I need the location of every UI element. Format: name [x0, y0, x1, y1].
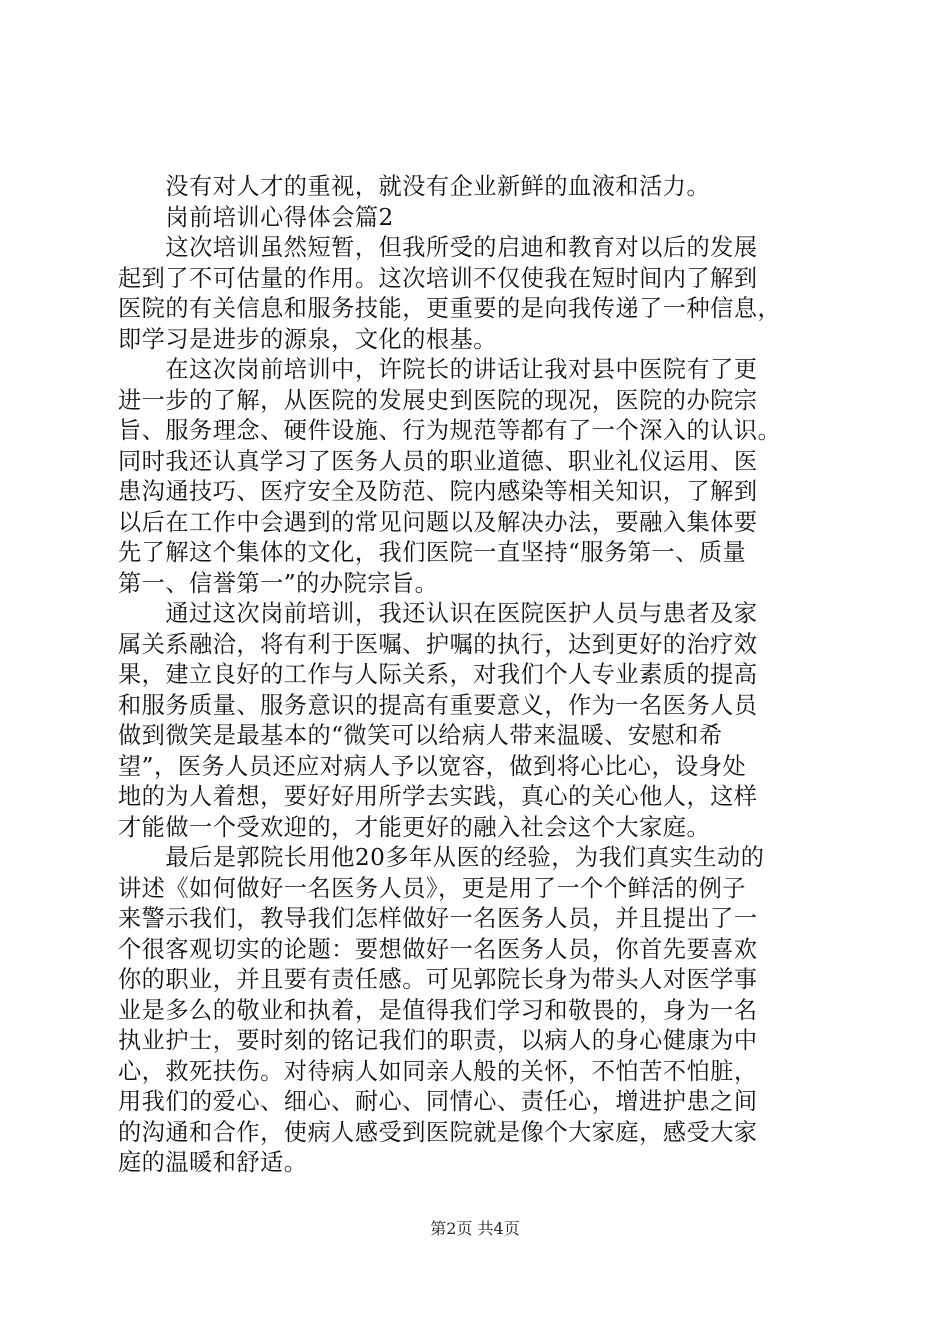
text-line: 进一步的了解，从医院的发展史到医院的现况，医院的办院宗	[118, 386, 758, 414]
text-line: 用我们的爱心、细心、耐心、同情心、责任心，增进护患之间	[118, 1088, 758, 1116]
text-line: 在这次岗前培训中，许院长的讲话让我对县中医院有了更	[118, 356, 758, 384]
text-line: 心，救死扶伤。对待病人如同亲人般的关怀，不怕苦不怕脏，	[118, 1057, 758, 1085]
text-line: 即学习是进步的源泉，文化的根基。	[118, 325, 497, 353]
text-line: 以后在工作中会遇到的常见问题以及解决办法，要融入集体要	[118, 508, 758, 536]
text-line: 这次培训虽然短暂，但我所受的启迪和教育对以后的发展	[118, 234, 758, 262]
text-line: 医院的有关信息和服务技能，更重要的是向我传递了一种信息，	[118, 295, 782, 323]
text-line: 望”，医务人员还应对病人予以宽容，做到将心比心，设身处	[118, 752, 747, 780]
page-number-footer: 第2页 共4页	[430, 1219, 520, 1238]
text-line: 和服务质量、服务意识的提高有重要意义，作为一名医务人员	[118, 691, 758, 719]
text-line: 你的职业，并且要有责任感。可见郭院长身为带头人对医学事	[118, 966, 758, 994]
text-line: 第一、信誉第一”的办院宗旨。	[118, 569, 439, 597]
text-line: 讲述《如何做好一名医务人员》，更是用了一个个鲜活的例子	[118, 874, 746, 902]
text-line: 通过这次岗前培训，我还认识在医院医护人员与患者及家	[118, 600, 758, 628]
text-line: 患沟通技巧、医疗安全及防范、院内感染等相关知识，了解到	[118, 478, 758, 506]
text-line: 同时我还认真学习了医务人员的职业道德、职业礼仪运用、医	[118, 447, 758, 475]
text-line: 的沟通和合作，使病人感受到医院就是像个大家庭，感受大家	[118, 1118, 758, 1146]
text-line: 业是多么的敬业和执着，是值得我们学习和敬畏的，身为一名	[118, 996, 758, 1024]
text-line: 才能做一个受欢迎的，才能更好的融入社会这个大家庭。	[118, 813, 711, 841]
text-line: 地的为人着想，要好好用所学去实践，真心的关心他人，这样	[118, 783, 758, 811]
text-line: 庭的温暖和舒适。	[118, 1149, 308, 1177]
text-line: 起到了不可估量的作用。这次培训不仅使我在短时间内了解到	[118, 264, 758, 292]
section-heading: 岗前培训心得体会篇2	[118, 203, 394, 231]
text-line: 旨、服务理念、硬件设施、行为规范等都有了一个深入的认识。	[118, 417, 782, 445]
text-line: 最后是郭院长用他20多年从医的经验，为我们真实生动的	[118, 844, 765, 872]
text-line: 来警示我们，教导我们怎样做好一名医务人员，并且提出了一	[118, 905, 758, 933]
text-line: 执业护士，要时刻的铭记我们的职责，以病人的身心健康为中	[118, 1027, 758, 1055]
text-line: 没有对人才的重视，就没有企业新鲜的血液和活力。	[118, 173, 711, 200]
text-line: 属关系融洽，将有利于医嘱、护嘱的执行，达到更好的治疗效	[118, 630, 758, 658]
text-line: 个很客观切实的论题：要想做好一名医务人员，你首先要喜欢	[118, 935, 758, 963]
text-line: 先了解这个集体的文化，我们医院一直坚持“服务第一、质量	[118, 539, 747, 567]
text-line: 果，建立良好的工作与人际关系，对我们个人专业素质的提高	[118, 661, 758, 689]
text-line: 做到微笑是最基本的“微笑可以给病人带来温暖、安慰和希	[118, 722, 723, 750]
